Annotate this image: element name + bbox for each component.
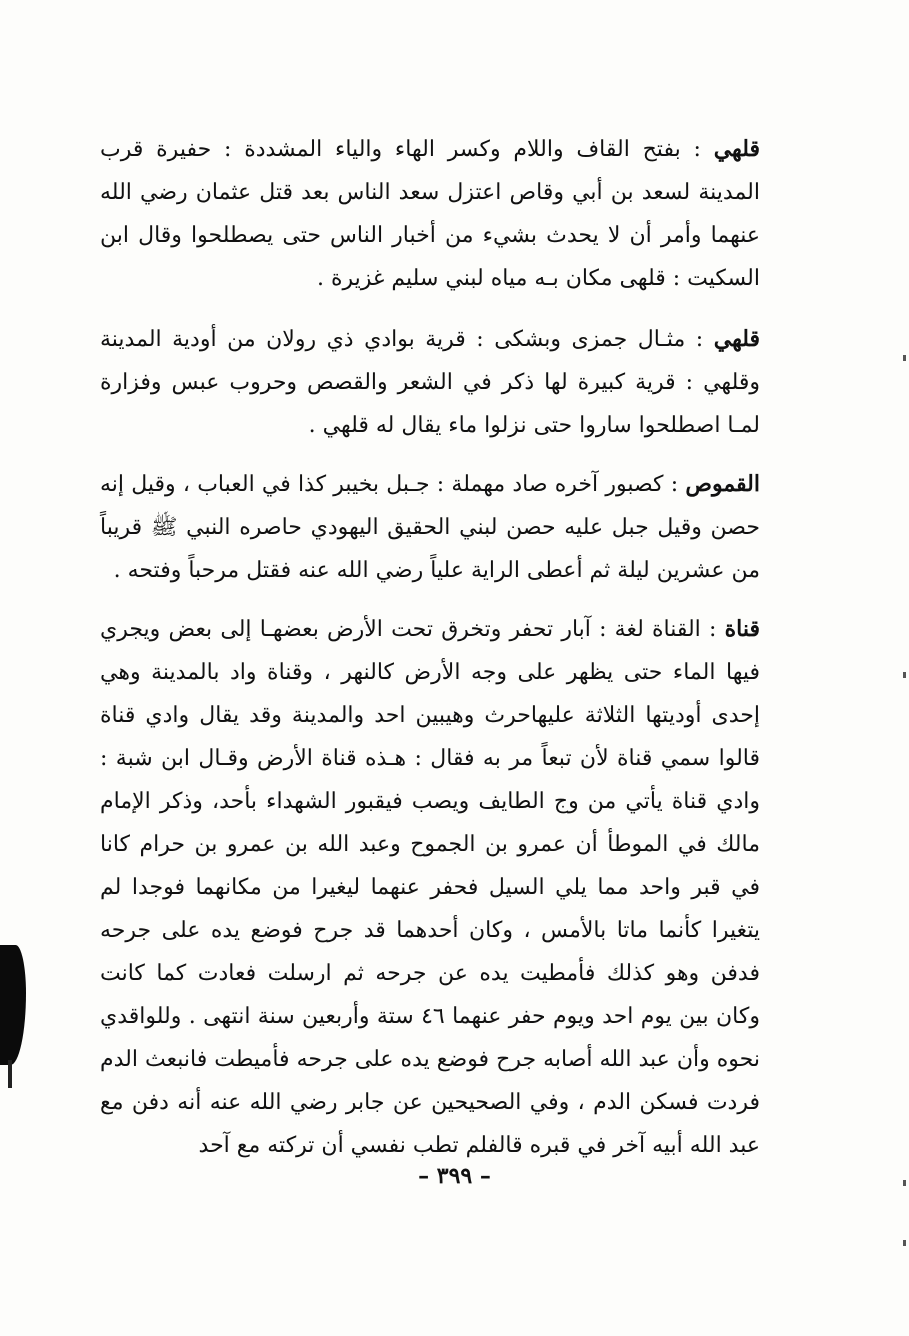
entry-body: : كصبور آخره صاد مهملة : جـبل بخيبر كذا في العباب ، وقيل إنه حصن وقيل جبل عليه حصن لبني الحقيق اليهودي حاصره النبي ﷺ قريباً من عشرين ليلة ثم أعطى الراية علياً رضي الله عنه فقتل مرحباً وفتحه . [100, 472, 760, 583]
scan-speck [903, 355, 906, 361]
entry-heading: القموص [685, 471, 760, 497]
entry-qanat [100, 608, 760, 1167]
entry-body: : بفتح القاف واللام وكسر الهاء والياء المشددة : حفيرة قرب المدينة لسعد بن أبي وقاص اعتزل سعد الناس بعد قتل عثمان رضي الله عنهما وأمر أن لا يحدث بشيء من أخبار الناس حتى يصطلحوا وقال ابن السكيت : قلهى مكان بـه مياه لبني سليم غزيرة . [100, 137, 760, 291]
scan-speck [903, 1240, 906, 1246]
entry-qalhi-1 [100, 128, 760, 300]
entry-heading: قلهي [713, 326, 761, 352]
entry-body: : القناة لغة : آبار تحفر وتخرق تحت الأرض بعضهـا إلى بعض ويجري فيها الماء حتى يظهر على وجه الأرض كالنهر ، وقناة واد بالمدينة وهي إحدى أوديتها الثلاثة عليهاحرث وهيبين احد والمدينة وقد يقال وادي قناة قالوا سمي قناة لأن تبعاً مر به فقال : هـذه قناة الأرض وقـال ابن شبة : وادي قناة يأتي من وج الطايف ويصب فيقبور الشهداء بأحد، وذكر الإمام مالك في الموطأ أن عمرو بن الجموح وعبد الله بن عمرو بن حرام كانا في قبر واحد مما يلي السيل فحفر عنهما ليغيرا من مكانهما فوجدا لم يتغيرا كأنما ماتا بالأمس ، وكان أحدهما قد جرح فوضع يده على جرحه فدفن وهو كذلك فأمطيت يده عن جرحه ثم ارسلت فعادت كما كانت وكان بين يوم احد ويوم حفر عنهما ٤٦ ستة وأربعين سنة انتهى . وللواقدي نحوه وأن عبد الله أصابه جرح فوضع يده على جرحه فأميطت فانبعث الدم فردت فسكن الدم ، وفي الصحيحين عن جابر رضي الله عنه أنه دفن مع عبد الله أبيه آخر في قبره قالفلم تطب نفسي أن تركته مع آحد [100, 617, 760, 1158]
scan-speck [903, 1180, 906, 1186]
entry-qalhi-2 [100, 318, 760, 447]
entry-qamus [100, 463, 760, 592]
scan-artifact [0, 945, 26, 1065]
scan-artifact [8, 1060, 12, 1088]
scan-speck [903, 672, 906, 678]
page-number: – ٣٩٩ – [418, 1163, 491, 1189]
entry-heading: قلهي [713, 136, 760, 162]
entry-body: : مثـال جمزى وبشكى : قرية بوادي ذي رولان من أودية المدينة وقلهي : قرية كبيرة لها ذكر في الشعر والقصص وحروب عبس وفزارة لمـا اصطلحوا ساروا حتى نزلوا ماء يقال له قلهي . [100, 327, 760, 438]
entry-heading: قناة [724, 616, 760, 642]
